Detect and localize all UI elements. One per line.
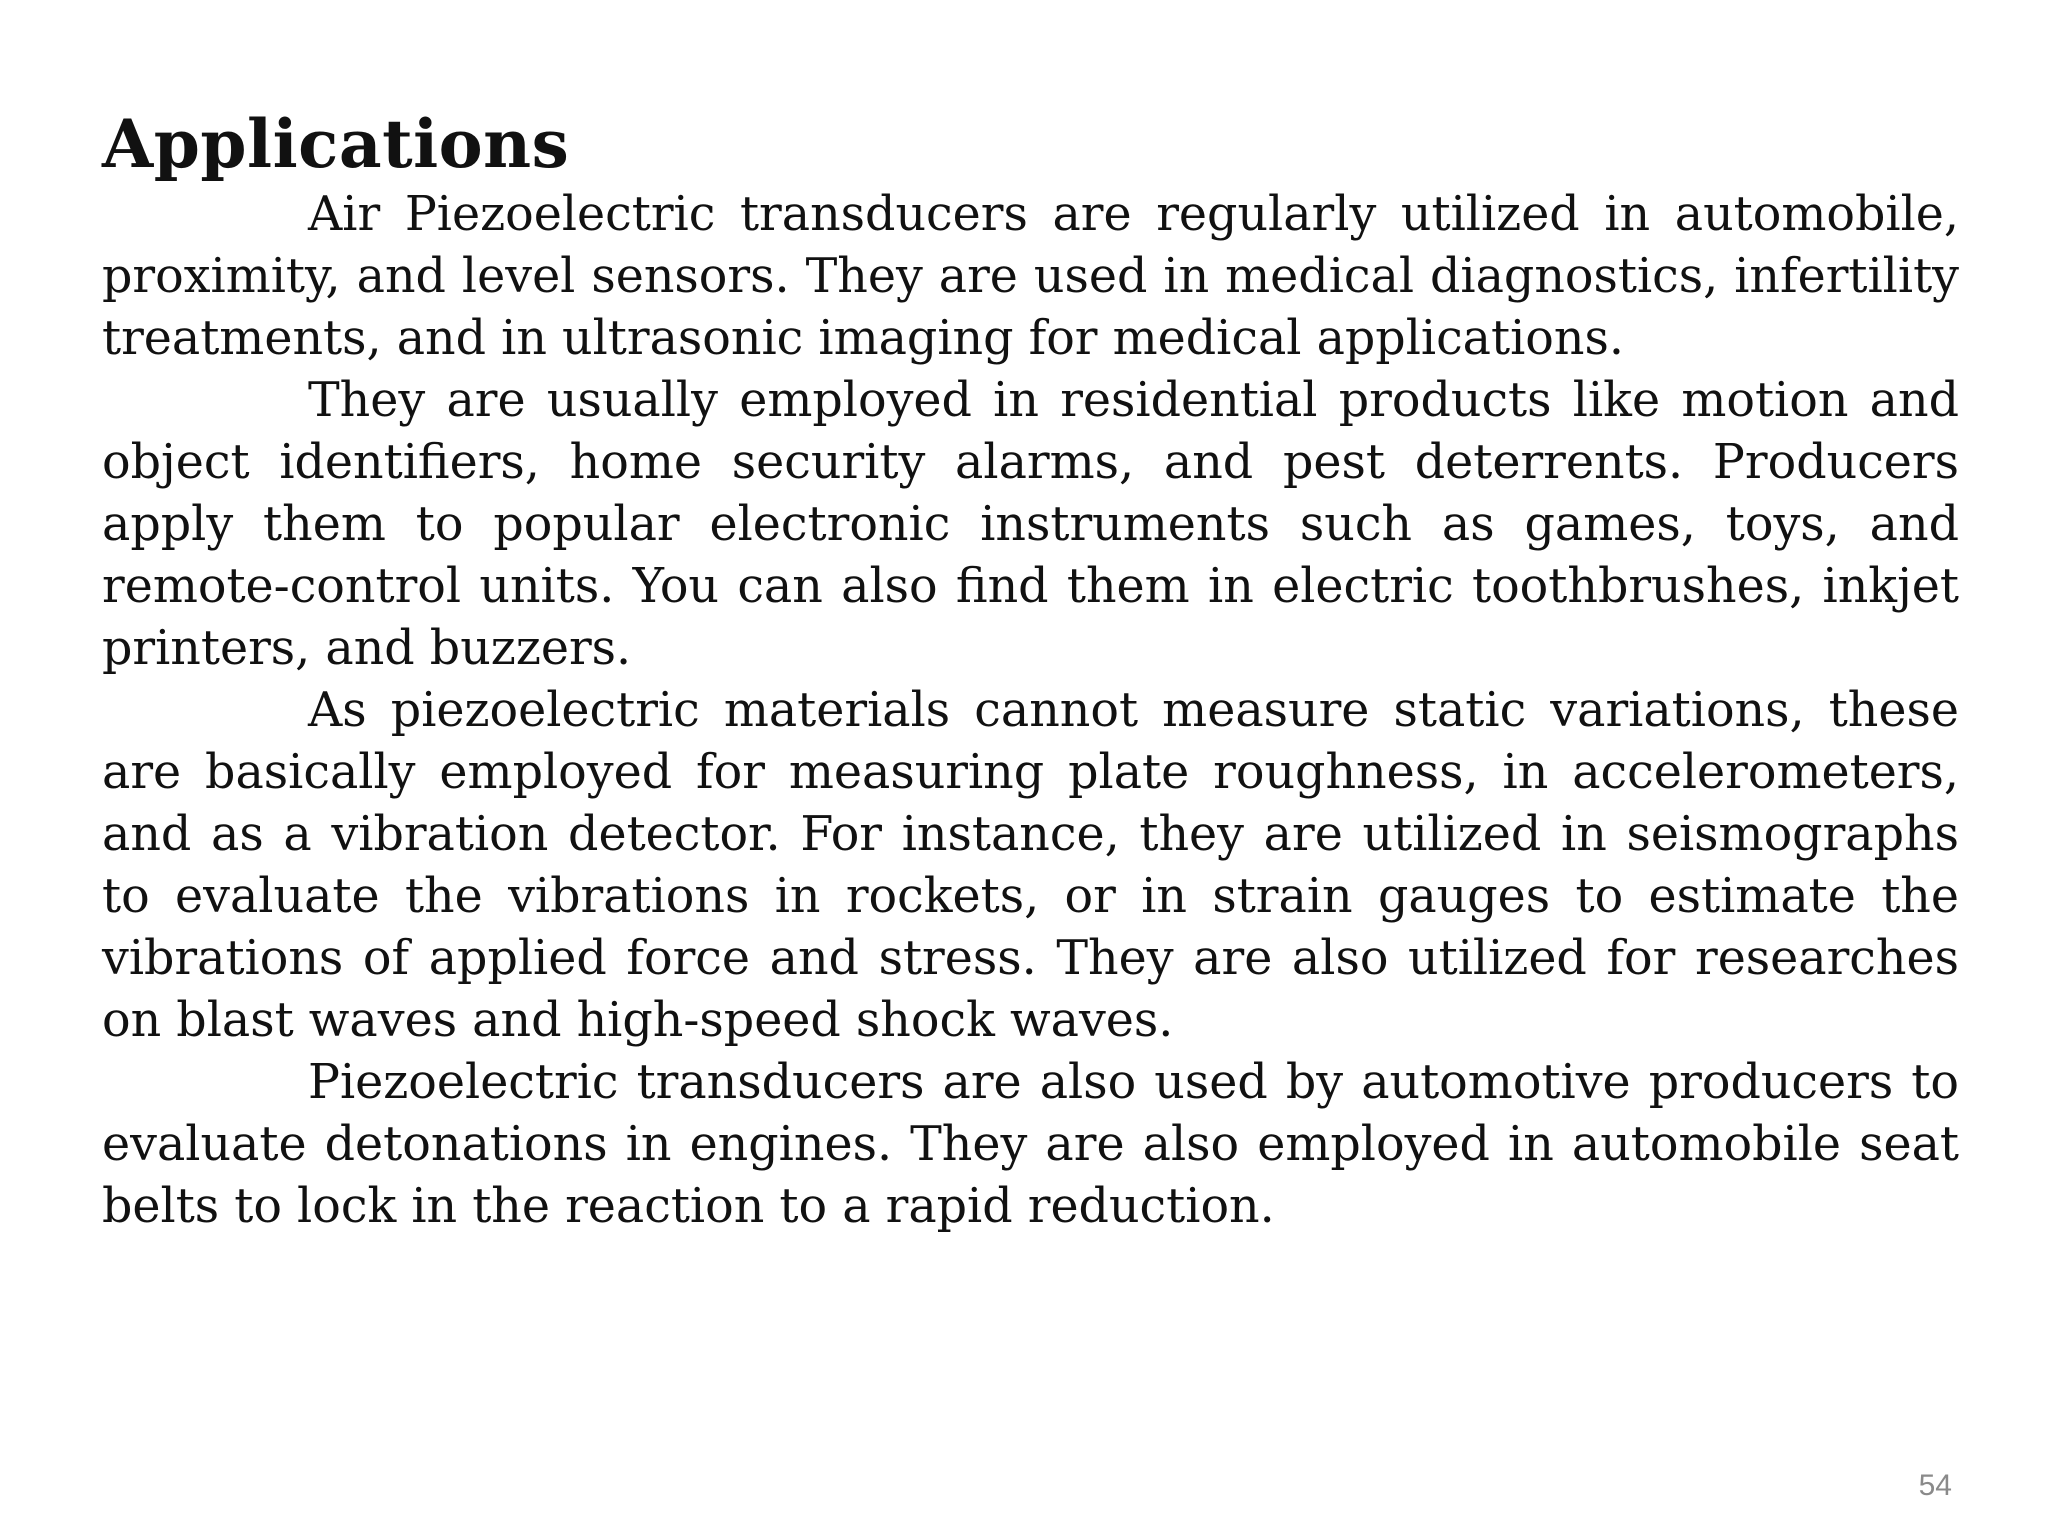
paragraph-4: Piezoelectric transducers are also used by automotive producers to evaluate detonations in engines. They are also employed in automobile seat belts to lock in the reaction to a rapid reduction. <box>102 1055 1959 1234</box>
paragraph-2: They are usually employed in residential products like motion and object identifiers, home security alarms, and pest deterrents. Producers apply them to popular electronic instruments such as games, toys, and remote-control units. You can also find them in electric toothbrushes, inkjet printers, and buzzers. <box>102 373 1959 676</box>
slide-content <box>102 104 1959 1238</box>
paragraph-1: Air Piezoelectric transducers are regularly utilized in automobile, proximity, and level sensors. They are used in medical diagnostics, infertility treatments, and in ultrasonic imaging for medical applications. <box>102 187 1959 366</box>
paragraph-3: As piezoelectric materials cannot measure static variations, these are basically employed for measuring plate roughness, in accelerometers, and as a vibration detector. For instance, they are utilized in seismographs to evaluate the vibrations in rockets, or in strain gauges to estimate the vibrations of applied force and stress. They are also utilized for researches on blast waves and high-speed shock waves. <box>102 683 1959 1048</box>
slide-heading: Applications <box>102 105 570 183</box>
page-number: 54 <box>1918 1469 1952 1502</box>
